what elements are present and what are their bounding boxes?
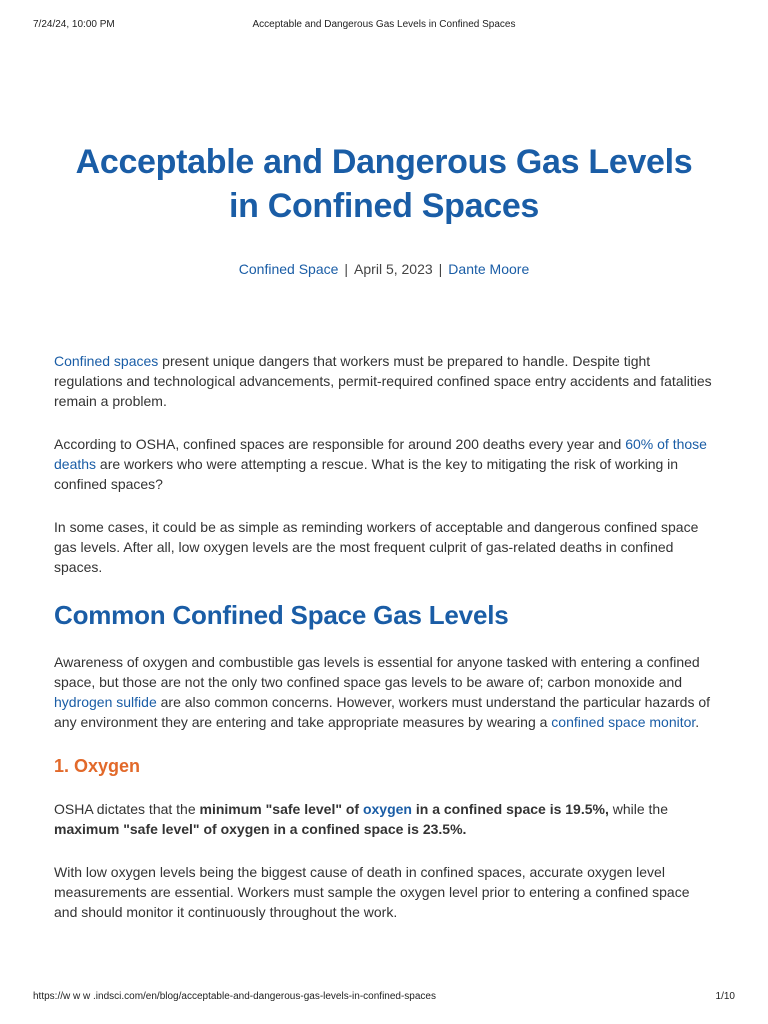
paragraph-intro bbox=[54, 351, 714, 411]
confined-spaces-link[interactable]: Confined spaces bbox=[54, 353, 159, 369]
paragraph-text: while the bbox=[608, 801, 668, 817]
paragraph-awareness bbox=[54, 652, 714, 732]
paragraph-text: are also common concerns. However, workers must understand the particular hazards of any environment they are entering and take appropriate measures by wearing a bbox=[54, 694, 711, 730]
subheading-oxygen: 1. Oxygen bbox=[54, 756, 141, 776]
article-meta bbox=[54, 261, 714, 277]
paragraph-text: According to OSHA, confined spaces are responsible for around 200 deaths every year and bbox=[54, 436, 626, 452]
article bbox=[54, 140, 714, 945]
oxygen-link[interactable]: oxygen bbox=[362, 801, 412, 817]
paragraph-text: Awareness of oxygen and combustible gas levels is essential for anyone tasked with entering a confined space, but those are not the only two confined space gas levels to be aware of; carbon monoxide and bbox=[54, 654, 700, 690]
paragraph-text: OSHA dictates that the bbox=[54, 801, 200, 817]
print-footer bbox=[33, 991, 735, 1005]
article-title-line-2: in Confined Spaces bbox=[228, 187, 540, 225]
article-title bbox=[54, 140, 714, 228]
paragraph-osha-deaths bbox=[54, 434, 714, 494]
print-datetime: 7/24/24, 10:00 PM bbox=[33, 19, 115, 30]
paragraph-oxygen-monitoring bbox=[54, 862, 714, 922]
section-heading: Common Confined Space Gas Levels bbox=[54, 600, 509, 630]
rescue-deaths-link[interactable]: 60% of those deaths bbox=[54, 436, 707, 472]
meta-separator: | bbox=[438, 261, 443, 277]
paragraph-oxygen-limits bbox=[54, 799, 714, 839]
paragraph-text: With low oxygen levels being the biggest cause of death in confined spaces, accurate oxygen level measurements are essential. Workers must sample the oxygen level prior to entering a confined space and should monitor it continuously throughout the work. bbox=[54, 864, 690, 920]
bold-text: minimum "safe level" of bbox=[199, 801, 363, 817]
paragraph-text: In some cases, it could be as simple as reminding workers of acceptable and dangerous confined space gas levels. After all, low oxygen levels are the most frequent culprit of gas-related deaths in confined spaces. bbox=[54, 519, 699, 575]
author-link[interactable]: Dante Moore bbox=[448, 261, 530, 277]
paragraph-gas-levels bbox=[54, 517, 714, 577]
paragraph-text: present unique dangers that workers must be prepared to handle. Despite tight regulations and technological advancements, permit-required confined space entry accidents and fatalities remain a problem. bbox=[54, 353, 712, 409]
article-title-line-1: Acceptable and Dangerous Gas Levels bbox=[75, 143, 693, 181]
paragraph-text: . bbox=[695, 714, 700, 730]
confined-space-monitor-link[interactable]: confined space monitor bbox=[551, 714, 696, 730]
category-link[interactable]: Confined Space bbox=[238, 261, 339, 277]
bold-text: maximum "safe level" of oxygen in a confined space is 23.5%. bbox=[54, 821, 467, 837]
article-body bbox=[54, 351, 714, 922]
meta-separator: | bbox=[344, 261, 349, 277]
paragraph-text: are workers who were attempting a rescue. What is the key to mitigating the risk of working in confined spaces? bbox=[54, 456, 679, 492]
print-doc-title: Acceptable and Dangerous Gas Levels in Confined Spaces bbox=[252, 19, 516, 30]
publish-date: April 5, 2023 bbox=[354, 261, 433, 277]
page-number: 1/10 bbox=[715, 991, 735, 1002]
bold-text: in a confined space is 19.5%, bbox=[411, 801, 609, 817]
print-url: https://w w w .indsci.com/en/blog/acceptable-and-dangerous-gas-levels-in-confined-spaces bbox=[33, 991, 436, 1002]
print-header bbox=[33, 19, 735, 33]
hydrogen-sulfide-link[interactable]: hydrogen sulfide bbox=[54, 694, 157, 710]
